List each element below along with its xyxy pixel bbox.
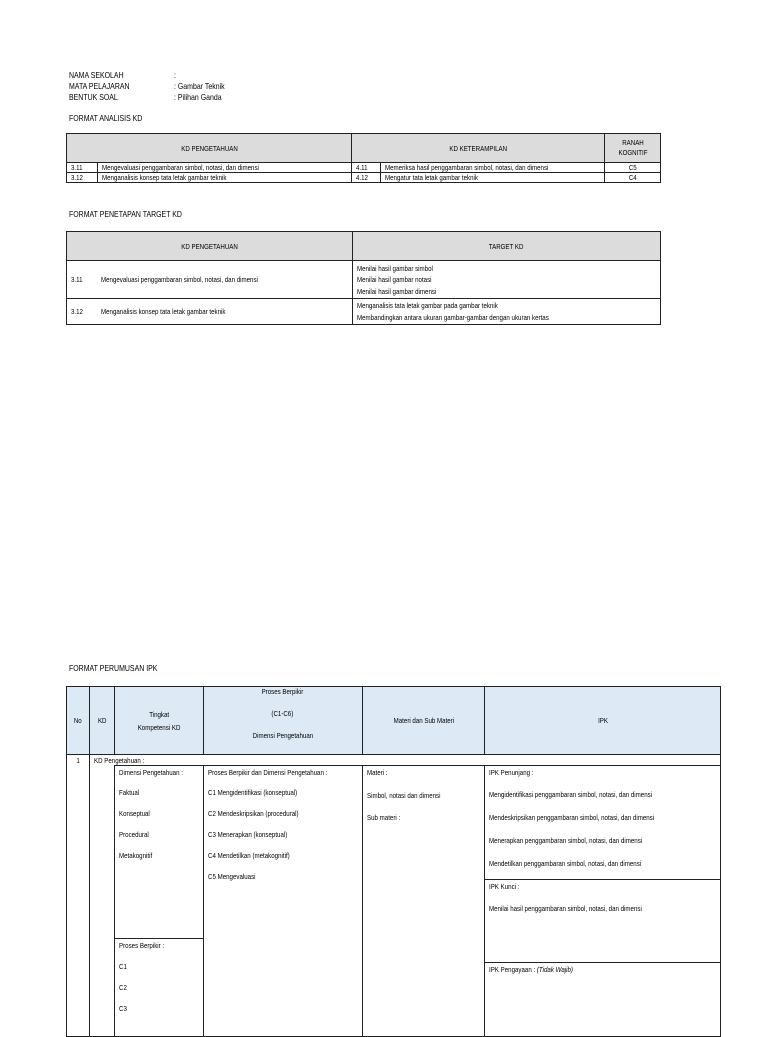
ipk-kunci-block <box>485 880 720 963</box>
table-header-row <box>67 134 661 163</box>
proses-dimensi-item: C5 Mengevaluasi <box>207 872 256 881</box>
info-row <box>69 81 236 92</box>
cell-no: 3.12 <box>67 299 98 325</box>
info-label: BENTUK SOAL <box>69 92 118 102</box>
table-row <box>67 261 661 299</box>
target-item: Menilai hasil gambar dimensi <box>356 286 436 296</box>
proses-dimensi-title: Proses Berpikir dan Dimensi Pengetahuan : <box>207 768 328 777</box>
cell-targets <box>352 261 661 299</box>
cell-kd: Menganalisis konsep tata letak gambar teknik <box>97 173 351 183</box>
dimensi-title: Dimensi Pengetahuan : <box>118 768 183 777</box>
header-materi: Materi dan Sub Materi <box>362 687 484 755</box>
info-label: MATA PELAJARAN <box>69 81 130 91</box>
sub-materi: Sub materi : <box>366 813 400 822</box>
header-kd: KD <box>89 687 114 755</box>
cell-targets <box>352 299 661 325</box>
header-target-kd: TARGET KD <box>352 232 661 261</box>
dimensi-item: Konseptual <box>118 809 150 818</box>
cell-ipk <box>485 766 721 1037</box>
penunjang-title: IPK Penunjang : <box>489 768 534 777</box>
penunjang-item: Mendetilkan penggambaran simbol, notasi, dan dimensi <box>489 859 642 868</box>
table-row <box>67 766 721 1037</box>
header-proses: Proses Berpikir (C1-C6) Dimensi Pengetahuan <box>203 687 362 755</box>
dimensi-item: Metakognitif <box>118 851 152 860</box>
section-title-ipk: FORMAT PERUMUSAN IPK <box>69 663 158 673</box>
dimensi-item: Faktual <box>118 788 139 797</box>
materi-value: Simbol, notasi dan dimensi <box>366 791 441 800</box>
dimensi-block <box>115 766 203 939</box>
penunjang-item: Mengidentifikasi penggambaran simbol, notasi, dan dimensi <box>489 790 653 799</box>
kunci-title: IPK Kunci : <box>489 882 520 891</box>
ipk-penunjang-block <box>485 766 720 880</box>
info-row <box>69 92 236 103</box>
header-ipk: IPK <box>485 687 721 755</box>
cell-no: 3.11 <box>67 163 98 173</box>
dimensi-item: Procedural <box>118 830 149 839</box>
proses-title: Proses Berpikir : <box>118 941 164 950</box>
info-row <box>69 70 236 81</box>
target-item: Menganalisis tata letak gambar pada gambar teknik <box>356 300 498 310</box>
header-kd-keterampilan: KD KETERAMPILAN <box>352 134 605 163</box>
header-ranah-kognitif: RANAH KOGNITIF <box>605 134 661 163</box>
penunjang-item: Menerapkan penggambaran simbol, notasi, dan dimensi <box>489 836 643 845</box>
cell-tingkat <box>114 766 203 1037</box>
table-row <box>67 163 661 173</box>
cell-kd-pengetahuan: KD Pengetahuan : <box>89 755 720 766</box>
proses-block <box>115 939 203 1025</box>
target-kd-table <box>66 231 661 325</box>
cell-no: 3.12 <box>67 173 98 183</box>
cell-kd: Mengevaluasi penggambaran simbol, notasi, dan dimensi <box>97 261 352 299</box>
cell-empty <box>89 766 114 1037</box>
table-row <box>67 755 721 766</box>
target-item: Menilai hasil gambar simbol <box>356 263 433 273</box>
pengayaan-label: IPK Pengayaan : (Tidak Wajib) <box>489 965 574 974</box>
proses-dimensi-item: C2 Mendeskripsikan (procedural) <box>207 809 299 818</box>
table-row <box>67 299 661 325</box>
cell-kd: Memeriksa hasil penggambaran simbol, notasi, dan dimensi <box>381 163 605 173</box>
cell-no: 3.11 <box>67 261 98 299</box>
cell-no: 4.11 <box>352 163 381 173</box>
proses-dimensi-item: C4 Mendetilkan (metakognitif) <box>207 851 290 860</box>
info-label: NAMA SEKOLAH <box>69 70 124 80</box>
cell-kd: Mengatur tata letak gambar teknik <box>381 173 605 183</box>
table-row <box>67 173 661 183</box>
document-info <box>69 70 236 103</box>
analisis-kd-table <box>66 133 661 183</box>
target-item: Menilai hasil gambar notasi <box>356 275 432 285</box>
section-title-target: FORMAT PENETAPAN TARGET KD <box>69 209 182 219</box>
cell-proses-dimensi <box>203 766 362 1037</box>
cell-ranah: C5 <box>605 163 661 173</box>
info-value: : <box>174 70 176 80</box>
proses-dimensi-item: C1 Mengidentifikasi (konseptual) <box>207 788 298 797</box>
kunci-item: Menilai hasil penggambaran simbol, notasi, dan dimensi <box>489 904 643 913</box>
cell-empty <box>67 766 90 1037</box>
penunjang-item: Mendeskripsikan penggambaran simbol, notasi, dan dimensi <box>489 813 655 822</box>
cell-ranah: C4 <box>605 173 661 183</box>
cell-kd: Mengevaluasi penggambaran simbol, notasi, dan dimensi <box>97 163 351 173</box>
info-value: : Pilihan Ganda <box>174 92 222 102</box>
proses-item: C1 <box>118 962 127 971</box>
header-tingkat: Tingkat Kompetensi KD <box>114 687 203 755</box>
ipk-pengayaan-block <box>485 963 720 976</box>
proses-dimensi-item: C3 Menerapkan (konseptual) <box>207 830 288 839</box>
header-kd-pengetahuan: KD PENGETAHUAN <box>67 134 352 163</box>
info-value: : Gambar Teknik <box>174 81 225 91</box>
header-no: No <box>67 687 90 755</box>
cell-materi <box>362 766 484 1037</box>
table-header-row <box>67 232 661 261</box>
cell-no: 1 <box>67 755 90 766</box>
cell-kd: Menganalisis konsep tata letak gambar teknik <box>97 299 352 325</box>
target-item: Membandingkan antara ukuran gambar-gambar dengan ukuran kertas <box>356 312 549 322</box>
section-title-analisis: FORMAT ANALISIS KD <box>69 113 143 123</box>
ipk-table <box>66 686 721 1037</box>
proses-item: C3 <box>118 1004 127 1013</box>
cell-no: 4.12 <box>352 173 381 183</box>
materi-title: Materi : <box>366 768 388 777</box>
header-kd-pengetahuan: KD PENGETAHUAN <box>67 232 353 261</box>
table-header-row <box>67 687 721 755</box>
proses-item: C2 <box>118 983 127 992</box>
